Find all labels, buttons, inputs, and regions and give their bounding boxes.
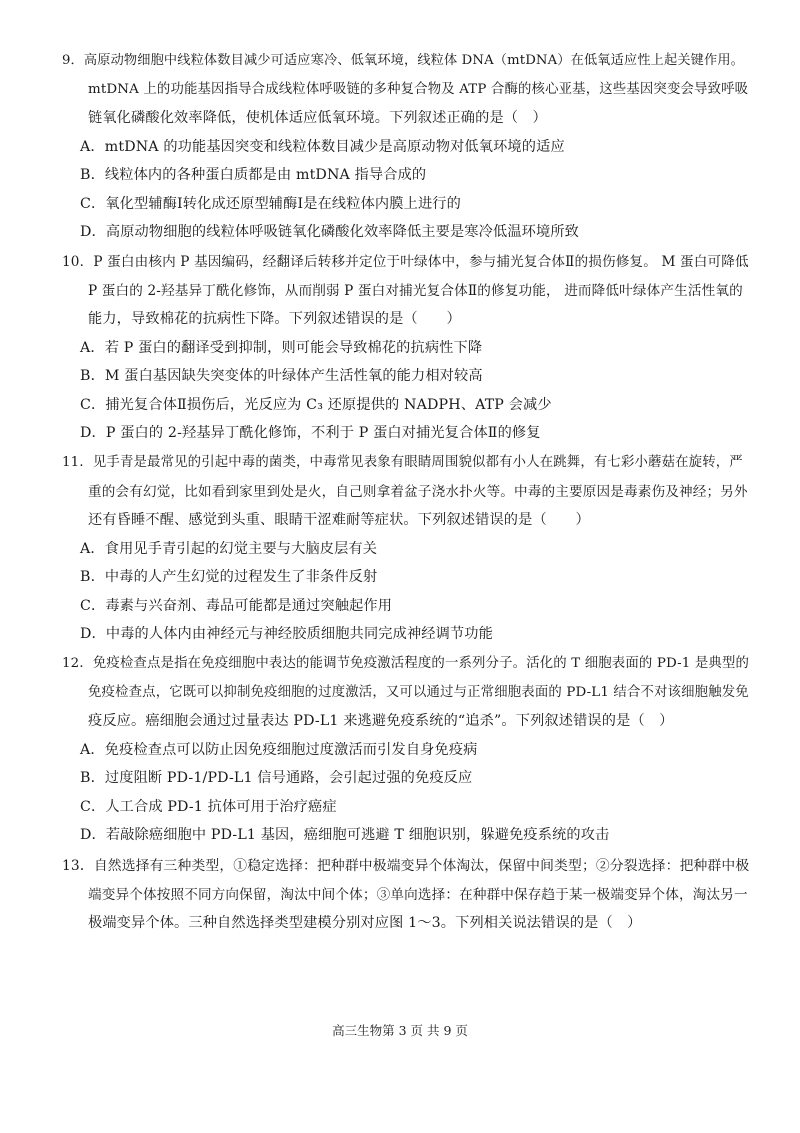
question-stem-line: 见手青是最常见的引起中毒的菌类，中毒常见表象有眼睛周围貌似都有小人在跳舞，有七彩小蘑菇在旋转，严	[92, 455, 743, 470]
question-13	[62, 852, 752, 938]
option-b: B．中毒的人产生幻觉的过程发生了非条件反射	[80, 569, 378, 585]
question-number: 13．	[62, 858, 94, 874]
option-c: C．捕光复合体Ⅱ损伤后，光反应为 C₃ 还原提供的 NADPH、ATP 会减少	[80, 396, 552, 413]
question-stem-line: 自然选择有三种类型，①稳定选择：把种群中极端变异个体淘汰，保留中间类型；②分裂选择：把种群中极	[93, 858, 750, 874]
option-a: A．若 P 蛋白的翻译受到抑制，则可能会导致棉花的抗病性下降	[80, 339, 483, 356]
option-c: C．毒素与兴奋剂、毒品可能都是通过突触起作用	[80, 597, 393, 614]
question-number: 11．	[62, 455, 93, 470]
option-a: A．食用见手青引起的幻觉主要与大脑皮层有关	[80, 540, 378, 557]
question-12	[62, 650, 752, 850]
option-d: D．P 蛋白的 2-羟基异丁酰化修饰，不利于 P 蛋白对捕光复合体Ⅱ的修复	[80, 425, 541, 441]
option-c: C．人工合成 PD-1 抗体可用于治疗癌症	[80, 798, 337, 815]
question-number: 10．	[62, 254, 94, 270]
question-stem-line: P 蛋白由核内 P 基因编码，经翻译后转移并定位于叶绿体中，参与捕光复合体Ⅱ的损伤修复。 M 蛋白可降低	[93, 254, 749, 270]
question-stem-line: 还有昏睡不醒、感觉到头重、眼睛干涩难耐等症状。下列叙述错误的是（ ）	[88, 512, 590, 528]
page-footer: 高三生物第 3 页 共 9 页	[332, 1023, 468, 1038]
question-stem-line: 免疫检查点是指在免疫细胞中表达的能调节免疫激活程度的一系列分子。活化的 T 细胞表面的 PD-1 是典型的	[92, 656, 750, 671]
option-b: B．M 蛋白基因缺失突变体的叶绿体产生活性氧的能力相对较高	[80, 368, 483, 384]
option-d: D．高原动物细胞的线粒体呼吸链氧化磷酸化效率降低主要是寒冷低温环境所致	[80, 224, 580, 240]
question-number: 12．	[62, 656, 93, 671]
option-d: D．若敲除癌细胞中 PD-L1 基因，癌细胞可逃避 T 细胞识别，躲避免疫系统的攻击	[80, 827, 610, 843]
question-stem-line: 高原动物细胞中线粒体数目减少可适应寒冷、低氧环境，线粒体 DNA（mtDNA）在低氧适应性上起关键作用。	[83, 53, 745, 68]
question-stem-line: 疫反应。癌细胞会通过过量表达 PD-L1 来逃避免疫系统的“追杀”。下列叙述错误的是（ ）	[88, 713, 674, 729]
question-stem-line: 链氧化磷酸化效率降低，使机体适应低氧环境。下列叙述正确的是（ ）	[88, 110, 547, 126]
option-c: C．氧化型辅酶Ⅰ转化成还原型辅酶Ⅰ是在线粒体内膜上进行的	[80, 195, 461, 212]
question-stem-line: P 蛋白的 2-羟基异丁酰化修饰，从而削弱 P 蛋白对捕光复合体Ⅱ的修复功能， 进而降低叶绿体产生活性氧的	[88, 282, 743, 299]
question-number: 9．	[62, 53, 84, 68]
question-stem-line: 端变异个体按照不同方向保留，淘汰中间个体；③单向选择：在种群中保存趋于某一极端变异个体，淘汰另一	[88, 886, 748, 903]
question-stem-line: 极端变异个体。三种自然选择类型建模分别对应图 1～3。下列相关说法错误的是（ ）	[88, 915, 642, 931]
option-b: B．过度阻断 PD-1/PD-L1 信号通路，会引起过强的免疫反应	[80, 770, 473, 786]
question-10	[62, 248, 752, 448]
option-d: D．中毒的人体内由神经元与神经胶质细胞共同完成神经调节功能	[80, 626, 493, 642]
question-stem-line: 能力，导致棉花的抗病性下降。下列叙述错误的是（ ）	[88, 311, 461, 327]
question-stem-line: 免疫检查点，它既可以抑制免疫细胞的过度激活，又可以通过与正常细胞表面的 PD-L1 结合不对该细胞触发免	[88, 684, 749, 700]
question-9	[62, 47, 752, 247]
question-stem-line: 重的会有幻觉，比如看到家里到处是火，自己则拿着盆子浇水扑火等。中毒的主要原因是毒素伤及神经；另外	[88, 483, 748, 500]
question-stem-line: mtDNA 上的功能基因指导合成线粒体呼吸链的多种复合物及 ATP 合酶的核心亚基，这些基因突变会导致呼吸	[88, 81, 749, 97]
option-a: A．免疫检查点可以防止因免疫细胞过度激活而引发自身免疫病	[80, 741, 478, 758]
option-b: B．线粒体内的各种蛋白质都是由 mtDNA 指导合成的	[80, 167, 427, 183]
question-11	[62, 449, 752, 649]
option-a: A．mtDNA 的功能基因突变和线粒体数目减少是高原动物对低氧环境的适应	[80, 138, 565, 155]
